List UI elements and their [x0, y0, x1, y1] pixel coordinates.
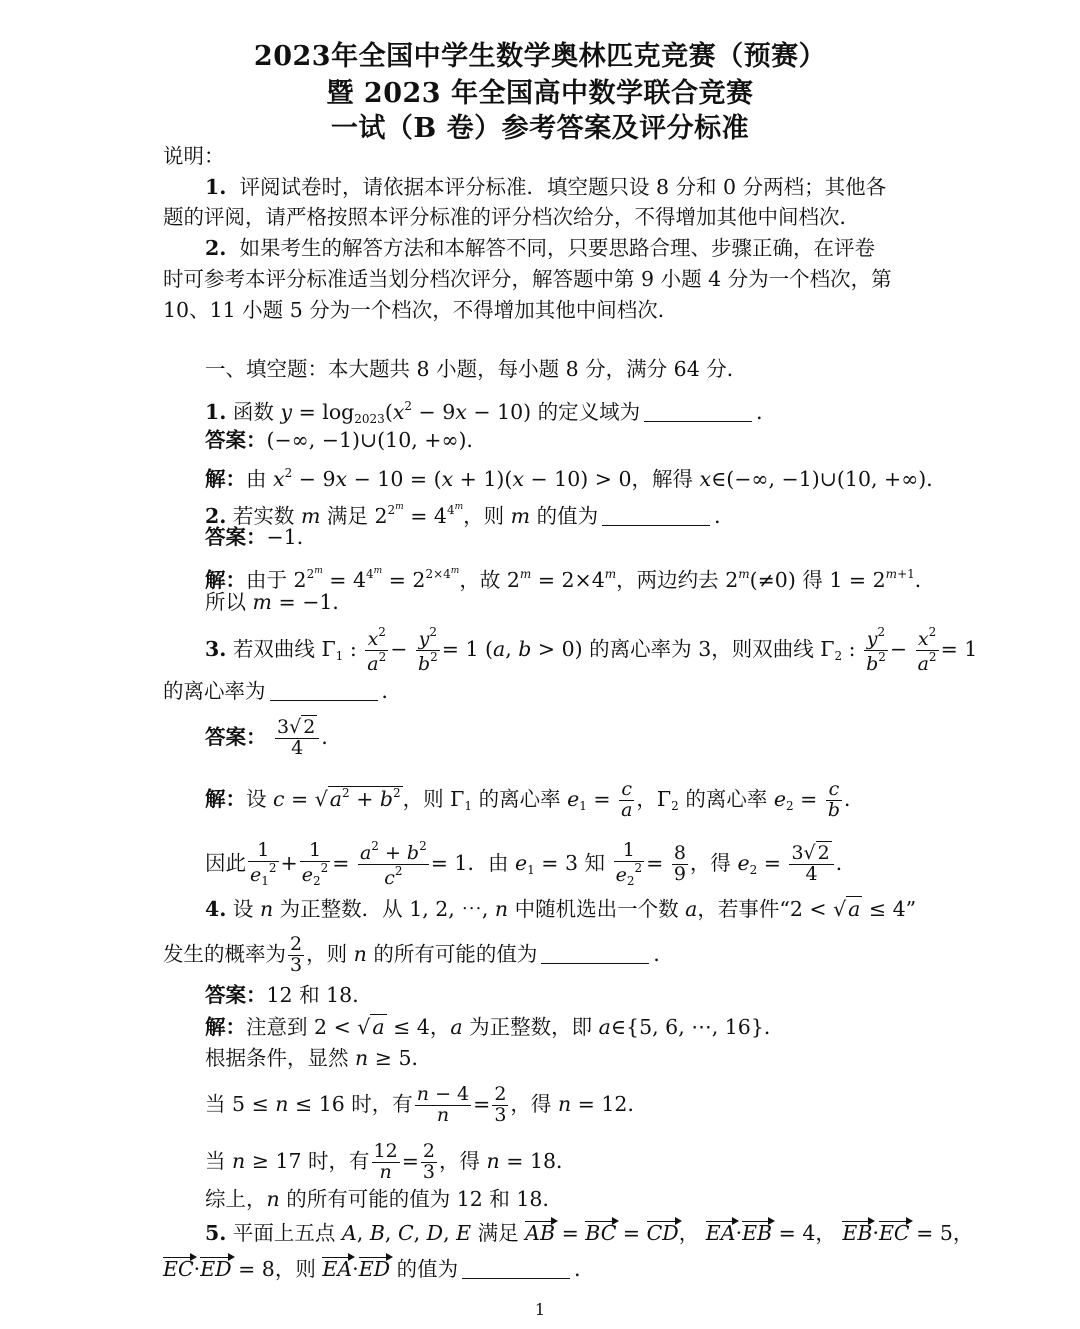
answer-blank: [644, 403, 752, 422]
question-3-cont: 的离心率为 ．: [163, 679, 402, 703]
q4-solution-2: 根据条件，显然 n ≥ 5．: [205, 1046, 432, 1070]
note-1: 1. 评阅试卷时，请依据本评分标准．填空题只设 8 分和 0 分两档；其他各: [205, 175, 887, 199]
question-4-cont: 发生的概率为 $\frac{2}{3}$ ，则 n 的所有可能的值为 ．: [163, 933, 674, 976]
title-line-1: 2023年全国中学生数学奥林匹克竞赛（预赛）: [253, 41, 827, 72]
q1-solution: 解：由 $x^2 - 9x - 10 = (x + 1)(x - 10) > 0$，解得 x∈(−∞, −1)∪(10, +∞)．: [205, 466, 947, 491]
question-5-cont: EC·ED = 8，则 EA·ED 的值为 ．: [163, 1257, 595, 1281]
page-number: 1: [534, 1300, 546, 1319]
title-line-3: 一试（B 卷）参考答案及评分标准: [330, 113, 750, 144]
q4-solution: 解：注意到 2 < √a ≤ 4，a 为正整数，即 a∈{5, 6, ⋯, 16}．: [205, 1015, 785, 1039]
q4-solution-3: 当 5 ≤ n ≤ 16 时，有 $\frac{n - 4}{n}$ = $\frac{2}{3}$ ，得 n = 12．: [205, 1083, 648, 1126]
q3-answer: 答案： $\frac{3√ 2}{4}$ ．: [205, 716, 342, 759]
question-4: 4. 设 n 为正整数．从 1, 2, ⋯, n 中随机选出一个数 a，若事件“2 < √a ≤ 4”: [205, 897, 917, 921]
note-2: 2. 如果考生的解答方法和本解答不同，只要思路合理、步骤正确，在评卷: [205, 236, 875, 260]
notes-heading: 说明：: [163, 144, 225, 168]
q3-solution-2: 因此 $\frac{1}{e_1^2}$ + $\frac{1}{e_2^2}$ = $\frac{a^2 + b^2}{c^2}$ = 1．由 $e_1 = 3$ 知 $\frac{1}{e_2^2}$ = $\frac{8}{9}$ ，得 $e_2$ = $\frac{3√ 2}{4}$ ．: [205, 839, 857, 889]
q4-answer: 答案：12 和 18．: [205, 983, 373, 1007]
answer-blank: [602, 507, 710, 526]
note-2-cont: 时可参考本评分标准适当划分档次评分，解答题中第 9 小题 4 分为一个档次，第: [163, 267, 892, 291]
q4-solution-5: 综上，n 的所有可能的值为 12 和 18．: [205, 1187, 563, 1211]
q4-solution-4: 当 n ≥ 17 时，有 $\frac{12}{n}$ = $\frac{2}{3}$ ，得 n = 18．: [205, 1140, 577, 1183]
note-2-cont-2: 10、11 小题 5 分为一个档次，不得增加其他中间档次．: [163, 298, 679, 322]
title-line-2: 暨 2023 年全国高中数学联合竞赛: [326, 78, 754, 109]
q2-solution-end: 所以 m = −1．: [205, 590, 353, 614]
q2-answer: 答案：−1．: [205, 525, 318, 549]
answer-blank: [541, 945, 649, 964]
question-2: 2. 若实数 m 满足 $2^{2^m} = 4^{4^m}$，则 m 的值为 ．: [205, 502, 735, 528]
question-5: 5. 平面上五点 A, B, C, D, E 满足 AB = BC = CD， EA·EB = 4， EB·EC = 5，: [205, 1221, 974, 1245]
question-3: 3. 若双曲线 $\Gamma_1$ : $\frac{x^2}{a^2}$ − $\frac{y^2}{b^2}$ = 1 (a, b > 0) 的离心率为 3，则双曲线 $\Gamma_2$ : $\frac{y^2}{b^2}$ − $\frac{x^2}{a^2}$ = 1: [205, 625, 978, 675]
answer-blank: [270, 682, 378, 701]
section-heading: 一、填空题：本大题共 8 小题，每小题 8 分，满分 64 分．: [205, 357, 748, 381]
note-1-cont: 题的评阅，请严格按照本评分标准的评分档次给分，不得增加其他中间档次．: [163, 205, 860, 229]
answer-blank: [462, 1260, 570, 1279]
question-1: 1. 函数 $y = \log_{2023}(x^2 - 9x - 10)$ 的定义域为 ．: [205, 399, 777, 426]
q1-answer: 答案：(−∞, −1)∪(10, +∞)．: [205, 428, 488, 452]
q3-solution: 解：设 $c = √a^2 + b^2$，则 $\Gamma_1$ 的离心率 $e_1$ = $\frac{c}{a}$ ，$\Gamma_2$ 的离心率 $e_2$ = $\frac{c}{b}$ ．: [205, 778, 865, 821]
q2-solution: 解：由于 $2^{2^m} = 4^{4^m} = 2^{2\times 4^m}$，故 $2^m = 2\times 4^m$，两边约去 $2^m(\ne 0)$ 得 $1 = 2^{m+1}$．: [205, 566, 936, 592]
